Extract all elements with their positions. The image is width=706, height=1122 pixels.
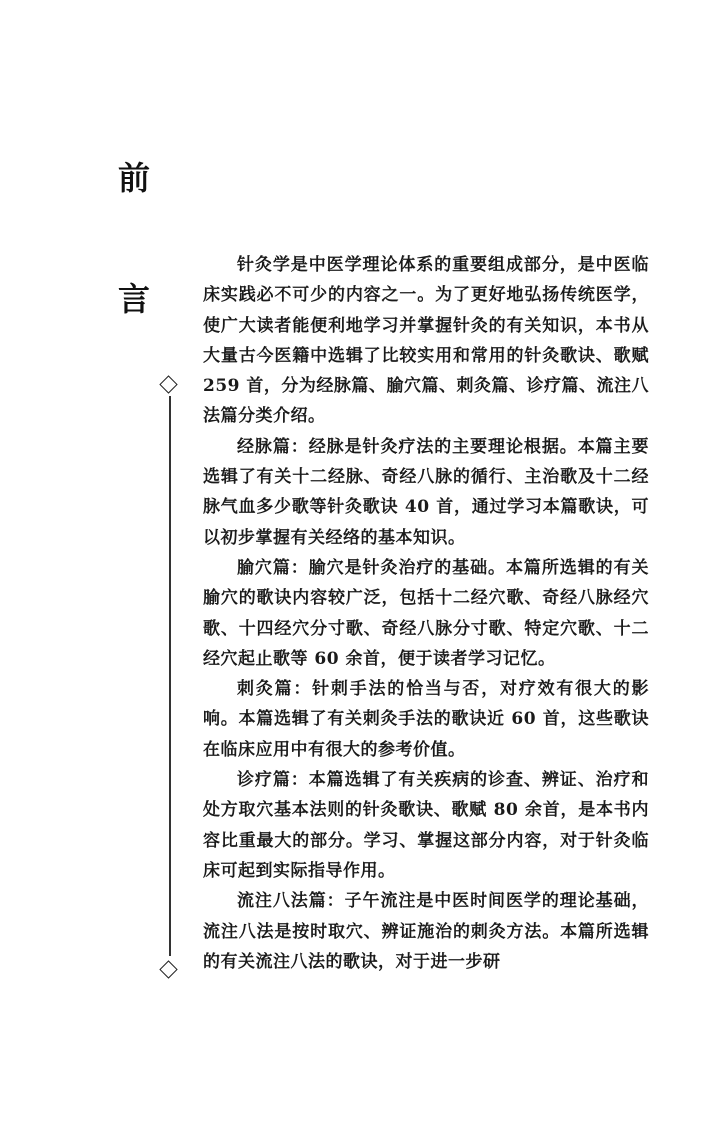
paragraph-acupoints: 腧穴篇：腧穴是针灸治疗的基础。本篇所选辑的有关腧穴的歌诀内容较广泛，包括十二经穴歌、奇经八脉经穴歌、十四经穴分寸歌、奇经八脉分寸歌、特定穴歌、十二经穴起止歌等 60 余首，便于读者学习记忆。 [203, 557, 649, 669]
vertical-rule [169, 396, 171, 956]
paragraph-meridians: 经脉篇：经脉是针灸疗法的主要理论根据。本篇主要选辑了有关十二经脉、奇经八脉的循行、主治歌及十二经脉气血多少歌等针灸歌诀 40 首，通过学习本篇歌诀，可以初步掌握有关经络的基本知识。 [203, 436, 649, 548]
paragraph-diagnosis: 诊疗篇：本篇选辑了有关疾病的诊查、辨证、治疗和处方取穴基本法则的针灸歌诀、歌赋 80 余首，是本书内容比重最大的部分。学习、掌握这部分内容，对于针灸临床可起到实际指导作用。 [203, 770, 649, 881]
diamond-ornament-bottom-icon [159, 960, 177, 978]
paragraph-intro: 针灸学是中医学理论体系的重要组成部分，是中医临床实践必不可少的内容之一。为了更好地弘扬传统医学，使广大读者能便利地学习并掌握针灸的有关知识，本书从大量古今医籍中选辑了比较实用和常用的针灸歌诀、歌赋 259 首，分为经脉篇、腧穴篇、刺灸篇、诊疗篇、流注八法篇分类介绍。 [203, 255, 649, 427]
diamond-ornament-top-icon [159, 375, 177, 393]
paragraph-eight-methods: 流注八法篇：子午流注是中医时间医学的理论基础，流注八法是按时取穴、辨证施治的刺灸方法。本篇所选辑的有关流注八法的歌诀，对于进一步研 [203, 891, 649, 972]
paragraph-needling: 刺灸篇：针刺手法的恰当与否，对疗效有很大的影响。本篇选辑了有关刺灸手法的歌诀近 60 首，这些歌诀在临床应用中有很大的参考价值。 [203, 679, 649, 760]
preface-body [203, 250, 649, 977]
heading-char-1: 前 [118, 159, 151, 197]
heading-char-2: 言 [118, 280, 151, 318]
